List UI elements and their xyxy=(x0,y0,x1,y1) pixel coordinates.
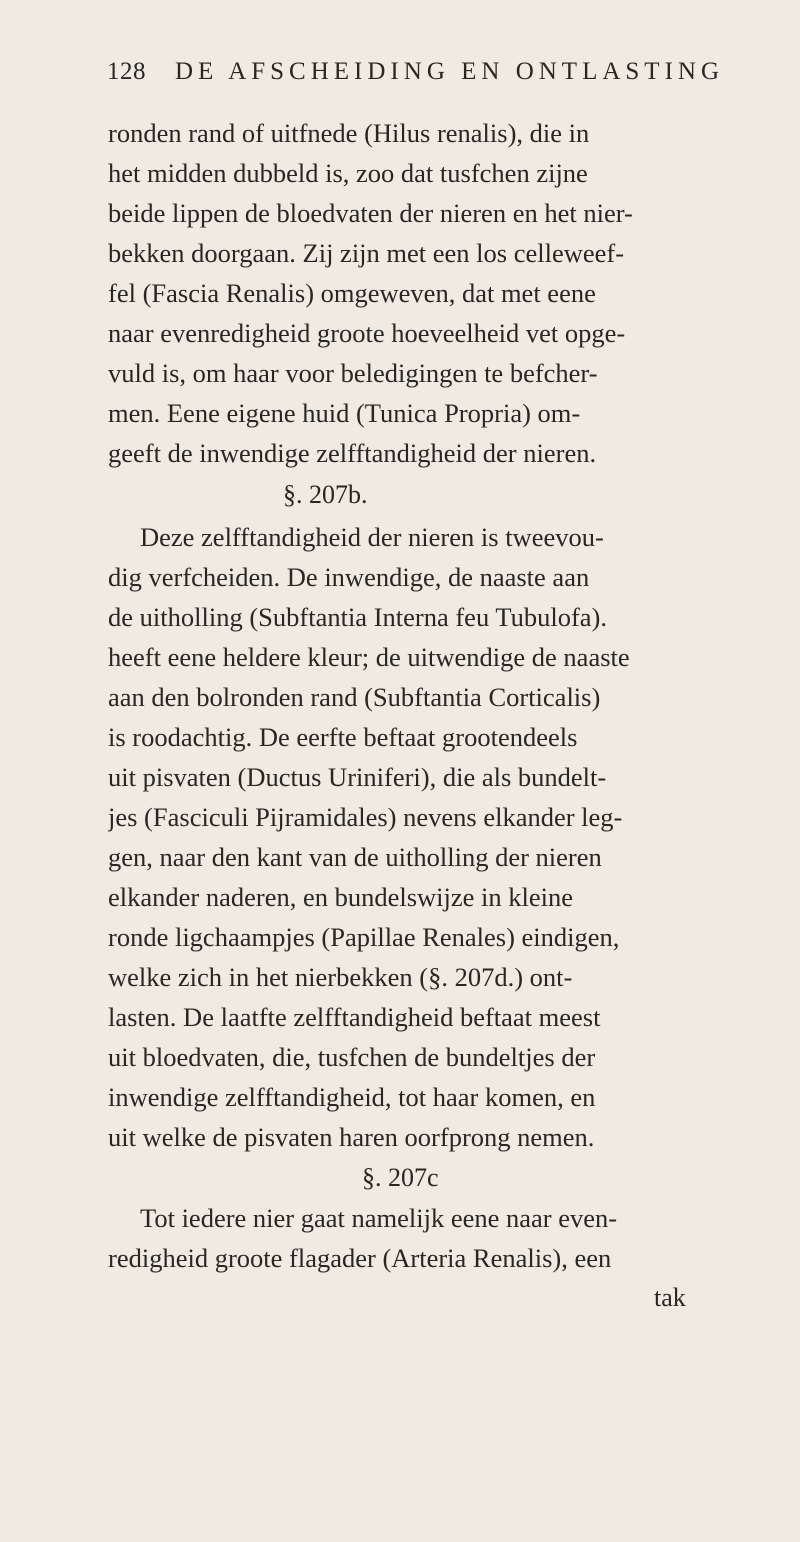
text-line: de uitholling (Subftantia Interna feu Tubulofa). xyxy=(108,602,607,632)
text-line: uit welke de pisvaten haren oorfprong nemen. xyxy=(108,1122,595,1152)
text-line: geeft de inwendige zelfftandigheid der nieren. xyxy=(108,438,597,468)
catchword: tak xyxy=(654,1283,686,1312)
text-line: Tot iedere nier gaat namelijk eene naar even- xyxy=(140,1203,618,1233)
text-line: beide lippen de bloedvaten der nieren en het nier- xyxy=(108,198,633,228)
text-line: uit bloedvaten, die, tusfchen de bundeltjes der xyxy=(108,1042,596,1072)
text-line: het midden dubbeld is, zoo dat tusfchen zijne xyxy=(108,158,588,188)
text-line: dig verfcheiden. De inwendige, de naaste aan xyxy=(108,562,590,592)
text-line: jes (Fasciculi Pijramidales) nevens elkander leg- xyxy=(108,802,623,832)
text-line: naar evenredigheid groote hoeveelheid vet opge- xyxy=(108,318,626,348)
section-heading-207b: §. 207b. xyxy=(283,480,368,509)
text-line: fel (Fascia Renalis) omgeweven, dat met eene xyxy=(108,278,596,308)
text-line: redigheid groote flagader (Arteria Renalis), een xyxy=(108,1243,612,1273)
text-line: is roodachtig. De eerfte beftaat grootendeels xyxy=(108,722,578,752)
text-line: welke zich in het nierbekken (§. 207d.) ont- xyxy=(108,962,573,992)
text-line: ronde ligchaampjes (Papillae Renales) eindigen, xyxy=(108,922,620,952)
text-line: vuld is, om haar voor beledigingen te befcher- xyxy=(108,358,598,388)
page-header xyxy=(107,58,725,98)
text-line: aan den bolronden rand (Subftantia Corticalis) xyxy=(108,682,601,712)
text-line: heeft eene heldere kleur; de uitwendige de naaste xyxy=(108,642,630,672)
text-line: Deze zelfftandigheid der nieren is tweevou- xyxy=(140,522,604,552)
section-heading-207c: §. 207c xyxy=(362,1163,439,1192)
text-line: uit pisvaten (Ductus Uriniferi), die als bundelt- xyxy=(108,762,607,792)
running-title: DE AFSCHEIDING EN ONTLASTING xyxy=(175,58,725,85)
text-line: lasten. De laatfte zelfftandigheid beftaat meest xyxy=(108,1002,601,1032)
text-line: bekken doorgaan. Zij zijn met een los celleweef- xyxy=(108,238,625,268)
text-line: men. Eene eigene huid (Tunica Propria) om- xyxy=(108,398,581,428)
text-line: gen, naar den kant van de uitholling der nieren xyxy=(108,842,602,872)
text-line: inwendige zelfftandigheid, tot haar komen, en xyxy=(108,1082,596,1112)
text-line: ronden rand of uitfnede (Hilus renalis), die in xyxy=(108,118,590,148)
page-number: 128 xyxy=(107,58,146,85)
text-line: elkander naderen, en bundelswijze in kleine xyxy=(108,882,574,912)
